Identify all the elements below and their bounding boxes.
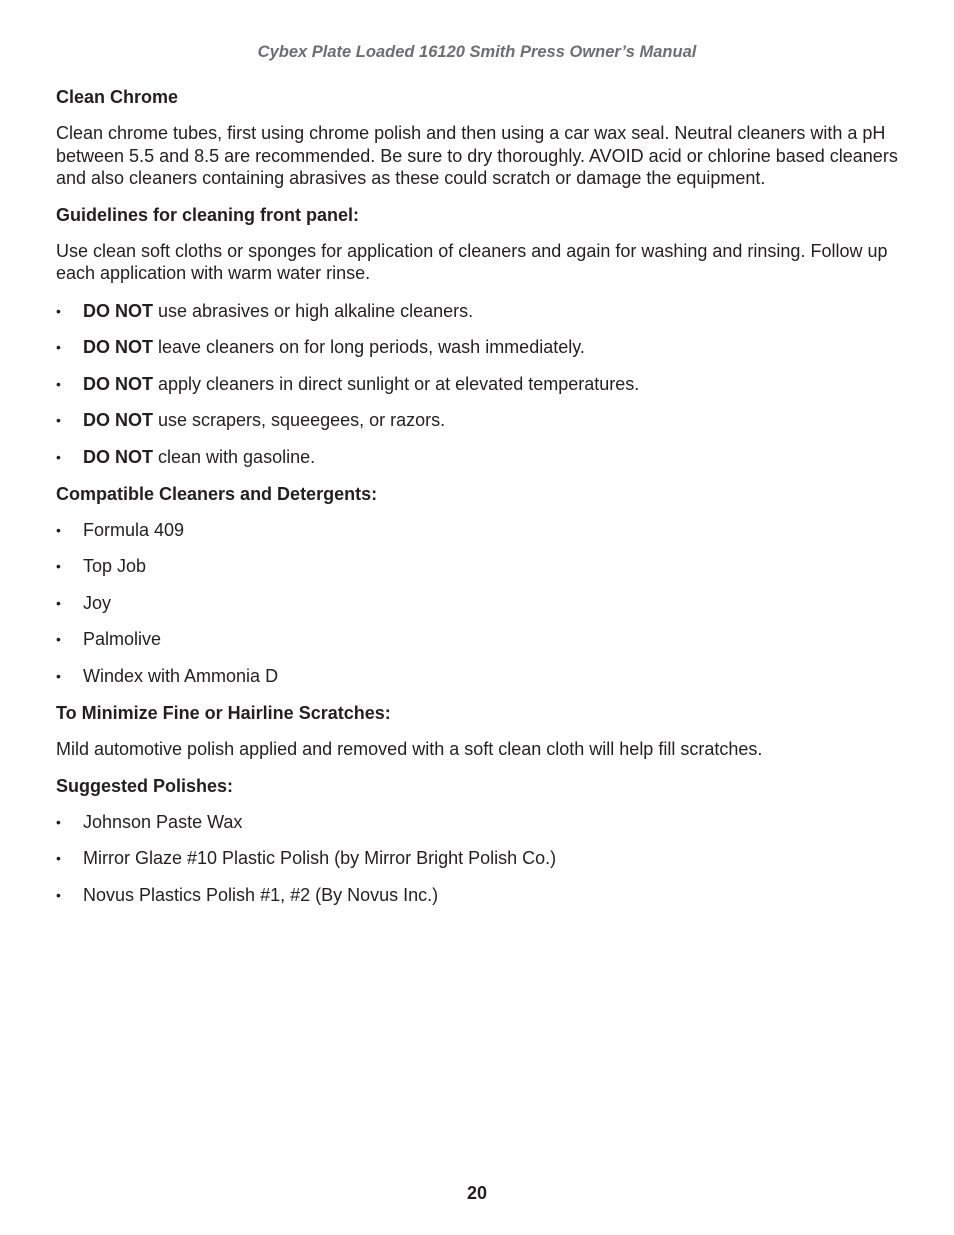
- section-heading-clean-chrome: Clean Chrome: [56, 87, 179, 107]
- bullet: •: [56, 339, 61, 356]
- bullet: •: [56, 850, 61, 867]
- list-item-text: Windex with Ammonia D: [83, 665, 279, 686]
- front-panel-list: [56, 300, 901, 468]
- bullet: •: [56, 448, 61, 465]
- list-item: [56, 884, 901, 906]
- running-header: Cybex Plate Loaded 16120 Smith Press Owner’s Manual: [257, 43, 697, 61]
- warning-label: DO NOT: [83, 300, 153, 321]
- list-item-text: Top Job: [83, 556, 147, 577]
- bullet: •: [56, 886, 61, 903]
- list-item: [56, 811, 901, 833]
- list-item: [56, 336, 901, 358]
- polishes-list: [56, 811, 901, 906]
- bullet: •: [56, 412, 61, 429]
- section-heading-polishes: Suggested Polishes:: [56, 775, 234, 796]
- bullet: •: [56, 631, 61, 648]
- list-item: [56, 519, 901, 541]
- list-item-text: Mirror Glaze #10 Plastic Polish (by Mirror Bright Polish Co.): [83, 848, 557, 869]
- bullet: •: [56, 521, 61, 538]
- list-item-text: Palmolive: [83, 629, 162, 650]
- list-item: [56, 373, 901, 395]
- page-content: [56, 86, 901, 906]
- list-item: [56, 300, 901, 322]
- list-item: [56, 446, 901, 468]
- section-heading-front-panel: Guidelines for cleaning front panel:: [56, 204, 360, 225]
- section-heading-compatible-cleaners: Compatible Cleaners and Detergents:: [56, 483, 378, 504]
- page-number: 20: [466, 1183, 488, 1203]
- bullet: •: [56, 667, 61, 684]
- bullet: •: [56, 302, 61, 319]
- list-item: [56, 592, 901, 614]
- warning-label: DO NOT: [83, 373, 153, 394]
- bullet: •: [56, 558, 61, 575]
- warning-label: DO NOT: [83, 410, 153, 431]
- front-panel-paragraph: Use clean soft cloths or sponges for application of cleaners and again for washing and rinsing. Follow up each application with warm water rinse.: [56, 240, 888, 284]
- bullet: •: [56, 813, 61, 830]
- list-item-text: Joy: [83, 592, 112, 613]
- list-item-text: Formula 409: [83, 519, 185, 540]
- list-item: [56, 555, 901, 577]
- section-heading-scratches: To Minimize Fine or Hairline Scratches:: [56, 702, 391, 723]
- warning-label: DO NOT: [83, 446, 153, 467]
- list-item-text: clean with gasoline.: [153, 446, 316, 467]
- bullet: •: [56, 375, 61, 392]
- list-item-text: leave cleaners on for long periods, wash immediately.: [153, 337, 585, 358]
- warning-label: DO NOT: [83, 337, 153, 358]
- bullet: •: [56, 594, 61, 611]
- compatible-cleaners-list: [56, 519, 901, 687]
- list-item-text: use abrasives or high alkaline cleaners.: [153, 300, 474, 321]
- list-item: [56, 628, 901, 650]
- clean-chrome-paragraph: Clean chrome tubes, first using chrome polish and then using a car wax seal. Neutral cleaners with a pH between 5.5 and 8.5 are recommended. Be sure to dry thoroughly. AVOID acid or chlorine based cleaners and also cleaners containing abrasives as these could scratch or damage the equipment.: [56, 123, 898, 189]
- list-item: [56, 665, 901, 687]
- list-item-text: use scrapers, squeegees, or razors.: [153, 410, 446, 431]
- list-item: [56, 847, 901, 869]
- list-item-text: Novus Plastics Polish #1, #2 (By Novus Inc.): [83, 884, 439, 905]
- list-item-text: apply cleaners in direct sunlight or at elevated temperatures.: [153, 373, 640, 394]
- list-item: [56, 409, 901, 431]
- list-item-text: Johnson Paste Wax: [83, 811, 243, 832]
- scratches-paragraph: Mild automotive polish applied and removed with a soft clean cloth will help fill scratches.: [56, 738, 763, 759]
